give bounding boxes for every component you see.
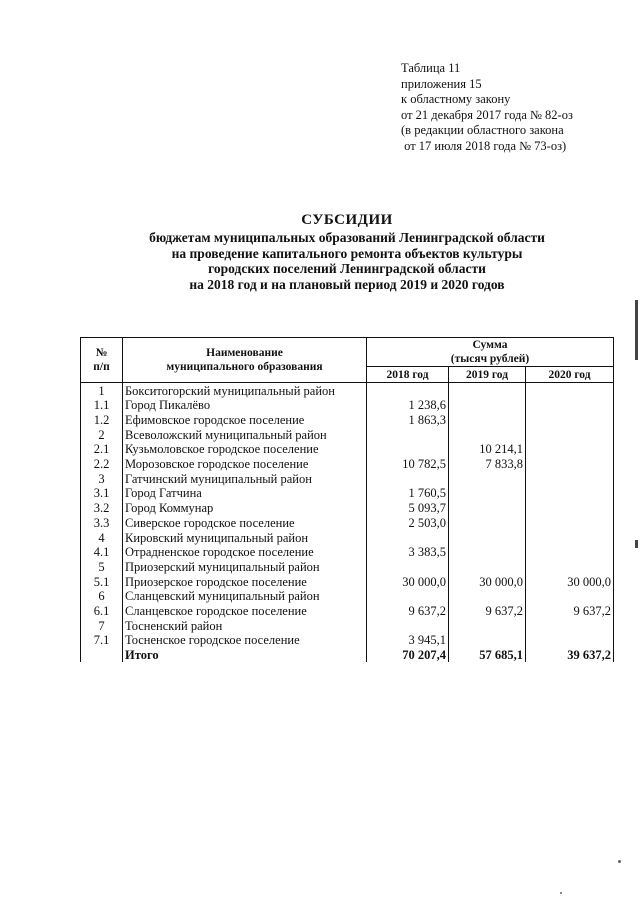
row-value-2020 [526, 618, 614, 633]
total-num [81, 648, 123, 663]
row-value-2018 [367, 472, 449, 487]
total-2018: 70 207,4 [367, 648, 449, 663]
header-year-2020: 2020 год [526, 367, 614, 383]
row-value-2020 [526, 457, 614, 472]
row-value-2018: 1 863,3 [367, 413, 449, 428]
table-total-row [81, 648, 614, 663]
row-number: 2 [81, 427, 123, 442]
row-number: 1.2 [81, 413, 123, 428]
header-name: Наименование муниципального образования [123, 338, 367, 383]
row-name: Сиверское городское поселение [123, 516, 367, 531]
row-value-2019 [449, 383, 526, 398]
row-value-2020 [526, 398, 614, 413]
row-name: Бокситогорский муниципальный район [123, 383, 367, 398]
header-note-line: к областному закону [401, 92, 511, 107]
row-value-2020 [526, 633, 614, 648]
title-line: бюджетам муниципальных образований Ленинградской области [149, 229, 545, 245]
row-value-2018: 3 945,1 [367, 633, 449, 648]
row-value-2019: 30 000,0 [449, 574, 526, 589]
row-number: 3.3 [81, 516, 123, 531]
row-value-2018: 1 238,6 [367, 398, 449, 413]
row-value-2019: 7 833,8 [449, 457, 526, 472]
table-row [81, 604, 614, 619]
row-number: 7 [81, 618, 123, 633]
row-value-2019 [449, 413, 526, 428]
row-value-2019 [449, 560, 526, 575]
row-value-2020 [526, 486, 614, 501]
row-value-2019 [449, 516, 526, 531]
table-row [81, 486, 614, 501]
row-name: Кировский муниципальный район [123, 530, 367, 545]
row-value-2019: 10 214,1 [449, 442, 526, 457]
row-name: Сланцевское городское поселение [123, 604, 367, 619]
subsidies-table [80, 337, 614, 662]
row-number: 5.1 [81, 574, 123, 589]
row-value-2018 [367, 383, 449, 398]
header-note [401, 61, 573, 155]
row-number: 6.1 [81, 604, 123, 619]
row-value-2018 [367, 560, 449, 575]
row-value-2020 [526, 516, 614, 531]
table-row [81, 442, 614, 457]
row-value-2019 [449, 633, 526, 648]
row-number: 1.1 [81, 398, 123, 413]
header-sum: Сумма (тысяч рублей) [367, 338, 614, 367]
row-value-2018: 1 760,5 [367, 486, 449, 501]
row-value-2019 [449, 398, 526, 413]
header-note-line: Таблица 11 [401, 61, 461, 75]
header-year-2019: 2019 год [449, 367, 526, 383]
row-number: 3.2 [81, 501, 123, 516]
row-value-2018 [367, 427, 449, 442]
row-value-2018: 5 093,7 [367, 501, 449, 516]
scan-edge-mark [635, 540, 638, 548]
total-2020: 39 637,2 [526, 648, 614, 663]
row-name: Приозерское городское поселение [123, 574, 367, 589]
table-row [81, 589, 614, 604]
row-value-2018: 10 782,5 [367, 457, 449, 472]
title-line: на проведение капитального ремонта объектов культуры [171, 245, 523, 261]
row-value-2019 [449, 589, 526, 604]
row-number: 6 [81, 589, 123, 604]
row-number: 2.1 [81, 442, 123, 457]
total-2019: 57 685,1 [449, 648, 526, 663]
table-row [81, 530, 614, 545]
title-line: на 2018 год и на плановый период 2019 и 2020 годов [189, 277, 505, 293]
row-value-2019 [449, 472, 526, 487]
scan-artifact [560, 892, 562, 894]
row-value-2020 [526, 472, 614, 487]
document-title [80, 213, 614, 293]
row-name: Тосненское городское поселение [123, 633, 367, 648]
row-value-2020: 30 000,0 [526, 574, 614, 589]
row-name: Город Пикалёво [123, 398, 367, 413]
row-value-2020: 9 637,2 [526, 604, 614, 619]
header-note-line: (в редакции областного закона [401, 123, 564, 138]
scan-artifact [618, 860, 621, 863]
row-value-2020 [526, 383, 614, 398]
row-value-2018: 2 503,0 [367, 516, 449, 531]
table-row [81, 633, 614, 648]
table-row [81, 516, 614, 531]
total-label: Итого [123, 648, 367, 663]
table-row [81, 383, 614, 398]
row-number: 4.1 [81, 545, 123, 560]
table-row [81, 427, 614, 442]
row-value-2020 [526, 560, 614, 575]
header-year-2018: 2018 год [367, 367, 449, 383]
table-row [81, 618, 614, 633]
table-row [81, 501, 614, 516]
table-row [81, 574, 614, 589]
row-value-2019 [449, 501, 526, 516]
row-name: Всеволожский муниципальный район [123, 427, 367, 442]
row-value-2019 [449, 427, 526, 442]
scan-edge-mark [635, 300, 638, 360]
table-row [81, 413, 614, 428]
row-value-2018 [367, 530, 449, 545]
row-value-2020 [526, 442, 614, 457]
row-value-2018: 3 383,5 [367, 545, 449, 560]
row-value-2018: 9 637,2 [367, 604, 449, 619]
row-value-2018 [367, 618, 449, 633]
row-number: 5 [81, 560, 123, 575]
row-name: Сланцевский муниципальный район [123, 589, 367, 604]
row-value-2020 [526, 545, 614, 560]
row-value-2019 [449, 618, 526, 633]
row-name: Морозовское городское поселение [123, 457, 367, 472]
table-body [81, 383, 614, 663]
row-value-2020 [526, 413, 614, 428]
title-line: городских поселений Ленинградской области [208, 261, 486, 277]
table-row [81, 398, 614, 413]
row-name: Кузьмоловское городское поселение [123, 442, 367, 457]
row-value-2019 [449, 486, 526, 501]
row-value-2019 [449, 530, 526, 545]
row-value-2018 [367, 589, 449, 604]
row-name: Город Гатчина [123, 486, 367, 501]
table-row [81, 560, 614, 575]
row-value-2019: 9 637,2 [449, 604, 526, 619]
row-value-2018: 30 000,0 [367, 574, 449, 589]
row-name: Отрадненское городское поселение [123, 545, 367, 560]
table-row [81, 457, 614, 472]
row-name: Город Коммунар [123, 501, 367, 516]
row-name: Гатчинский муниципальный район [123, 472, 367, 487]
row-number: 3 [81, 472, 123, 487]
row-value-2020 [526, 427, 614, 442]
header-note-line: приложения 15 [401, 76, 482, 91]
row-number: 7.1 [81, 633, 123, 648]
row-value-2020 [526, 501, 614, 516]
row-name: Приозерский муниципальный район [123, 560, 367, 575]
row-value-2019 [449, 545, 526, 560]
header-num: № п/п [81, 338, 123, 383]
table-row [81, 545, 614, 560]
title-main: СУБСИДИИ [301, 212, 393, 228]
row-number: 4 [81, 530, 123, 545]
row-name: Тосненский район [123, 618, 367, 633]
row-number: 2.2 [81, 457, 123, 472]
header-note-line: от 17 июля 2018 года № 73-оз) [401, 138, 567, 153]
row-number: 1 [81, 383, 123, 398]
row-name: Ефимовское городское поселение [123, 413, 367, 428]
row-value-2020 [526, 589, 614, 604]
header-note-line: от 21 декабря 2017 года № 82-оз [401, 107, 573, 122]
row-value-2020 [526, 530, 614, 545]
row-number: 3.1 [81, 486, 123, 501]
table-row [81, 472, 614, 487]
row-value-2018 [367, 442, 449, 457]
